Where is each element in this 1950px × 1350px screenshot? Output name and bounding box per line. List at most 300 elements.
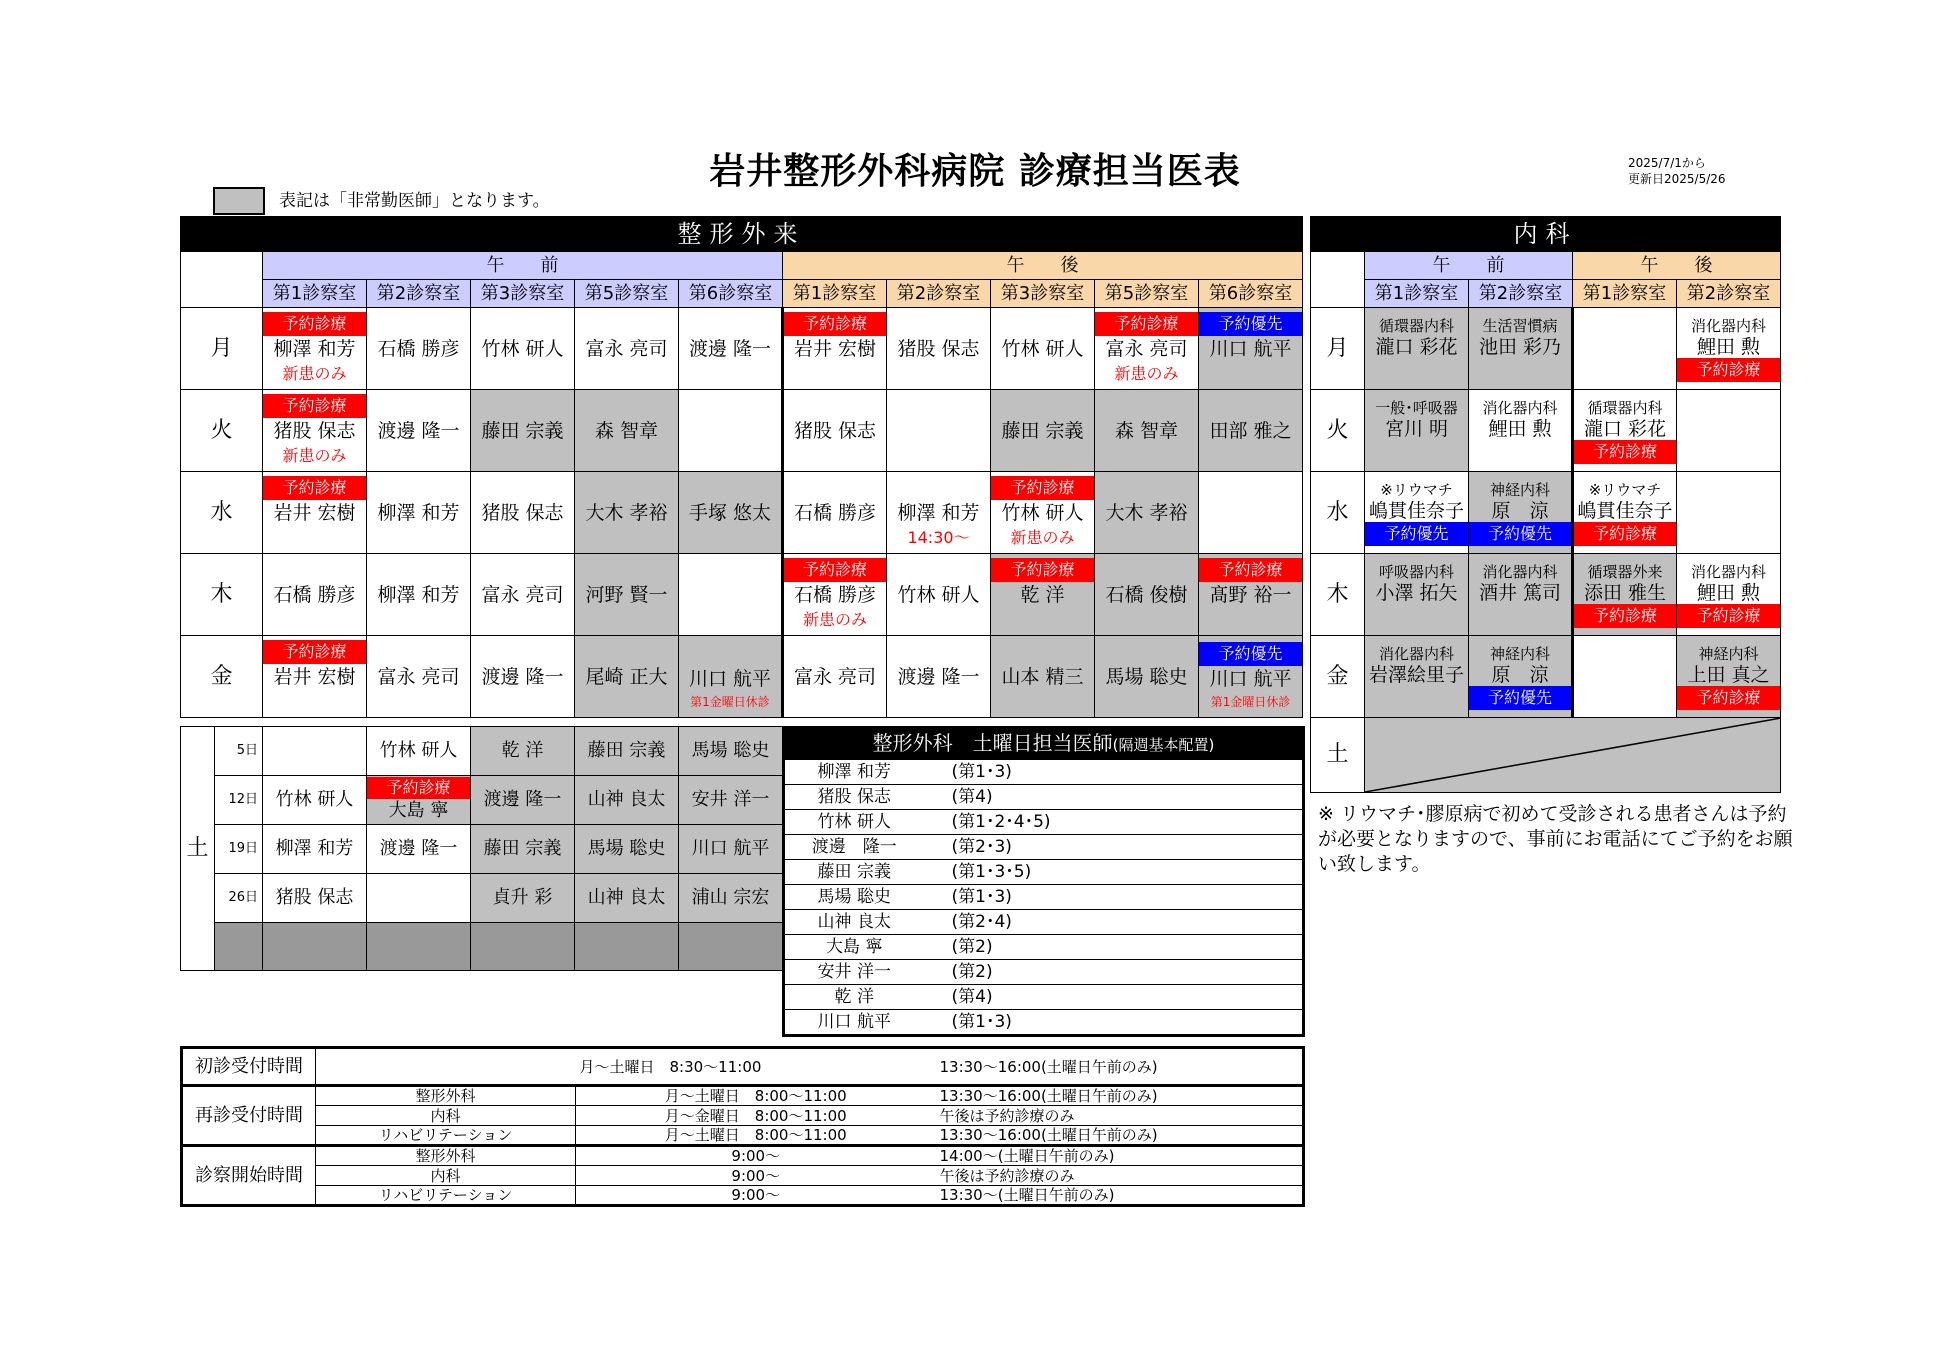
spacer [1365, 686, 1468, 710]
doctor-name: 富永 亮司 [793, 665, 877, 688]
doctor-name: 柳澤 和芳 [377, 583, 460, 606]
saturday-date: 19日 [215, 825, 263, 874]
doctor-cell [1095, 308, 1199, 390]
doctor-cell [575, 308, 679, 390]
day-label: 水 [181, 472, 263, 554]
spacer [887, 690, 990, 714]
spacer [471, 362, 574, 386]
doctor-name: 川口 航平 [688, 667, 772, 690]
times-row [182, 1106, 1304, 1126]
priority-badge: 予約優先 [1469, 686, 1571, 710]
duty-row [784, 885, 1304, 910]
spacer [367, 312, 470, 336]
doctor-name: 竹林 研人 [275, 789, 354, 810]
doctor-name: 石橋 勝彦 [377, 337, 460, 360]
spacer [679, 431, 781, 455]
times-pm: 13:30～(土曜日午前のみ) [936, 1186, 1304, 1206]
spacer [679, 476, 781, 500]
doctor-name: 渡邊 隆一 [379, 838, 458, 859]
duty-weeks: (第4) [924, 985, 1304, 1010]
doctor-cell [679, 776, 783, 825]
doctor-name: 瀧口 彩花 [1583, 417, 1667, 440]
times-row [182, 1126, 1304, 1146]
spacer [575, 394, 678, 418]
cell-note: 新患のみ [282, 363, 347, 383]
legend-gray-swatch [213, 187, 265, 215]
doctor-cell [887, 390, 991, 472]
spacer [1095, 526, 1198, 550]
duty-row [784, 835, 1304, 860]
doctor-name: 富永 亮司 [481, 583, 564, 606]
spacer [679, 571, 781, 595]
priority-badge: 予約優先 [1199, 642, 1302, 666]
reservation-badge: 予約診療 [784, 312, 886, 336]
cell-note: 新患のみ [802, 609, 867, 629]
saturday-row [181, 825, 783, 874]
doctor-name: 原 涼 [1491, 663, 1549, 686]
reservation-badge: 予約診療 [1095, 312, 1198, 336]
doctor-cell [367, 472, 471, 554]
seikei-header: 整形外来 [181, 217, 1303, 252]
doctor-name: 髙野 裕一 [1209, 583, 1292, 606]
spacer [784, 444, 886, 468]
doctor-name: 竹林 研人 [1001, 501, 1084, 524]
spacer [575, 690, 678, 714]
doctor-name: 川口 航平 [1209, 337, 1292, 360]
times-am: 9:00～ [576, 1186, 936, 1206]
spacer [367, 608, 470, 632]
doctor-cell [263, 825, 367, 874]
spacer [784, 362, 886, 386]
doctor-cell [991, 308, 1095, 390]
doctor-cell [1095, 636, 1199, 718]
spacer [679, 642, 781, 666]
spacer [367, 476, 470, 500]
doctor-name: 岩井 宏樹 [793, 337, 877, 360]
spacer [575, 608, 678, 632]
naika-corner-cell [1311, 252, 1365, 308]
doctor-cell [367, 554, 471, 636]
doctor-cell [575, 874, 679, 923]
doctor-cell [679, 825, 783, 874]
doctor-cell [679, 390, 783, 472]
doctor-cell [471, 472, 575, 554]
times-am: 月～土曜日 8:00～11:00 [576, 1126, 936, 1146]
room-header-am-3: 第3診察室 [471, 280, 575, 308]
spacer [1095, 394, 1198, 418]
times-pm: 午後は予約診療のみ [936, 1166, 1304, 1186]
doctor-cell [471, 825, 575, 874]
doctor-name: 酒井 篤司 [1478, 581, 1562, 604]
duty-doctor-name: 柳澤 和芳 [784, 760, 924, 785]
doctor-cell [1095, 472, 1199, 554]
saturday-duty-title-text: 整形外科 土曜日担当医師 [872, 731, 1113, 755]
doctor-name: 柳澤 和芳 [897, 501, 980, 524]
spacer [575, 640, 678, 664]
room-header-pm-1: 第1診察室 [783, 280, 887, 308]
department-label: 消化器内科 [1690, 316, 1766, 335]
spacer [1095, 476, 1198, 500]
doctor-name: 浦山 宗宏 [691, 887, 770, 908]
doctor-cell [263, 727, 367, 776]
naika-doctor-cell [1469, 472, 1573, 554]
spacer [887, 640, 990, 664]
doctor-name: 嶋貫佳奈子 [1368, 499, 1464, 522]
room-header-pm-2: 第2診察室 [887, 280, 991, 308]
effective-from: 2025/7/1から [1628, 156, 1706, 170]
spacer [991, 690, 1094, 714]
cell-note: 新患のみ [1010, 527, 1075, 547]
day-label: 月 [181, 308, 263, 390]
duty-weeks: (第1･3) [924, 760, 1304, 785]
rheumatology-note: ※ リウマチ･膠原病で初めて受診される患者さんは予約が必要となりますので、事前にお電話にてご予約をお願い致します。 [1318, 803, 1793, 875]
duty-row [784, 810, 1304, 835]
doctor-name: 竹林 研人 [897, 583, 980, 606]
reception-times-table [180, 1046, 1305, 1207]
spacer [1095, 558, 1198, 582]
page-title: 岩井整形外科病院 診療担当医表 [709, 151, 1241, 192]
doctor-name: 宮川 明 [1384, 417, 1449, 440]
times-row [182, 1166, 1304, 1186]
doctor-name: 藤田 宗義 [481, 419, 564, 442]
doctor-cell [679, 727, 783, 776]
doctor-name: 大木 孝裕 [1105, 501, 1188, 524]
doctor-name: 鯉田 勲 [1696, 335, 1761, 358]
duty-row [784, 785, 1304, 810]
spacer [991, 640, 1094, 664]
doctor-name: 岩井 宏樹 [273, 501, 356, 524]
naika-room-header-pm-2: 第2診察室 [1677, 280, 1781, 308]
doctor-cell [471, 874, 575, 923]
duty-doctor-name: 猪股 保志 [784, 785, 924, 810]
naika-row [1311, 472, 1781, 554]
department-label: 循環器外来 [1587, 562, 1663, 581]
times-pm: 13:30～16:00(土曜日午前のみ) [936, 1086, 1304, 1106]
times-am: 月～土曜日 8:00～11:00 [576, 1086, 936, 1106]
spacer [471, 558, 574, 582]
spacer [1095, 640, 1198, 664]
naika-doctor-cell [1469, 390, 1573, 472]
doctor-name: 川口 航平 [1209, 667, 1292, 690]
doctor-name: 藤田 宗義 [1001, 419, 1084, 442]
reservation-badge: 予約診療 [1677, 604, 1780, 628]
spacer [367, 640, 470, 664]
doctor-name: 石橋 勝彦 [793, 583, 877, 606]
spacer [784, 394, 886, 418]
department-label: 循環器内科 [1378, 316, 1454, 335]
spacer [784, 640, 886, 664]
doctor-cell [887, 636, 991, 718]
reservation-badge: 予約診療 [263, 394, 366, 418]
priority-badge: 予約優先 [1469, 522, 1571, 546]
empty-cell [471, 923, 575, 971]
schedule-row [181, 554, 1303, 636]
doctor-cell [679, 472, 783, 554]
doctor-cell [991, 472, 1095, 554]
doctor-name: 上田 真之 [1687, 663, 1770, 686]
effective-dates [1628, 155, 1726, 187]
doctor-cell [367, 825, 471, 874]
doctor-cell [887, 472, 991, 554]
doctor-name: 山神 良太 [587, 887, 666, 908]
doctor-name: 山神 良太 [587, 789, 666, 810]
reservation-badge: 予約診療 [1677, 686, 1780, 710]
doctor-name: 池田 彩乃 [1478, 335, 1562, 358]
doctor-cell [1095, 390, 1199, 472]
doctor-cell [471, 636, 575, 718]
doctor-cell [1199, 636, 1303, 718]
naika-sat-closed [1365, 718, 1781, 793]
spacer [471, 476, 574, 500]
times-am: 9:00～ [576, 1146, 936, 1166]
doctor-name: 猪股 保志 [793, 419, 877, 442]
spacer [1199, 489, 1302, 513]
doctor-cell [263, 554, 367, 636]
spacer [887, 608, 990, 632]
doctor-cell [887, 308, 991, 390]
duty-doctor-name: 安井 洋一 [784, 960, 924, 985]
spacer [991, 312, 1094, 336]
doctor-cell [471, 776, 575, 825]
department-label: 生活習慣病 [1482, 316, 1558, 335]
spacer [1365, 604, 1468, 628]
spacer [367, 444, 470, 468]
shoshin-am: 月～土曜日 8:30～11:00 [576, 1048, 936, 1086]
duty-doctor-name: 渡邊 隆一 [784, 835, 924, 860]
reservation-badge: 予約診療 [1574, 522, 1676, 546]
day-label: 水 [1311, 472, 1365, 554]
doctor-name: 渡邊 隆一 [897, 665, 980, 688]
doctor-cell [263, 390, 367, 472]
schedule-row [181, 390, 1303, 472]
spacer [991, 394, 1094, 418]
naika-row [1311, 308, 1781, 390]
spacer [887, 312, 990, 336]
doctor-cell [783, 390, 887, 472]
doctor-cell [1199, 554, 1303, 636]
naika-doctor-cell [1573, 636, 1677, 718]
doctor-name: 嶋貫佳奈子 [1577, 499, 1673, 522]
saturday-date: 12日 [215, 776, 263, 825]
legend [213, 186, 550, 215]
spacer [263, 526, 366, 550]
spacer [1095, 608, 1198, 632]
times-pm: 14:00～(土曜日午前のみ) [936, 1146, 1304, 1166]
doctor-name: 柳澤 和芳 [275, 838, 354, 859]
department-label: 神経内科 [1489, 644, 1550, 663]
spacer [471, 526, 574, 550]
naika-header: 内科 [1311, 217, 1781, 252]
doctor-name: 手塚 悠太 [688, 501, 772, 524]
department-label: ※リウマチ [1588, 480, 1662, 499]
seikei-schedule-table [180, 216, 1303, 718]
spacer [991, 608, 1094, 632]
naika-doctor-cell [1677, 472, 1781, 554]
doctor-name: 富永 亮司 [377, 665, 460, 688]
day-label: 火 [1311, 390, 1365, 472]
spacer [1469, 440, 1571, 464]
naika-doctor-cell [1365, 390, 1469, 472]
seikei-pm-label: 午 後 [783, 252, 1303, 280]
duty-row [784, 935, 1304, 960]
doctor-name: 岩澤絵里子 [1368, 663, 1464, 686]
doctor-name: 鯉田 勲 [1696, 581, 1761, 604]
doctor-name: 石橋 俊樹 [1105, 583, 1188, 606]
department-label: 一般･呼吸器 [1375, 398, 1458, 417]
doctor-cell [575, 636, 679, 718]
doctor-name: 猪股 保志 [275, 887, 354, 908]
doctor-cell [263, 776, 367, 825]
spacer [1365, 358, 1468, 382]
spacer [887, 476, 990, 500]
spacer [1095, 690, 1198, 714]
doctor-cell [471, 554, 575, 636]
naika-doctor-cell [1365, 636, 1469, 718]
day-label: 金 [1311, 636, 1365, 718]
doctor-cell [263, 472, 367, 554]
room-header-pm-5: 第6診察室 [1199, 280, 1303, 308]
shoshin-spacer [316, 1048, 576, 1086]
doctor-cell [263, 308, 367, 390]
cell-note: 新患のみ [1114, 363, 1179, 383]
naika-day-sat: 土 [1311, 718, 1365, 793]
department-label: 神経内科 [1489, 480, 1550, 499]
schedule-row [181, 636, 1303, 718]
legend-text: 表記は「非常勤医師」となります。 [279, 191, 550, 211]
spacer [471, 394, 574, 418]
day-label: 金 [181, 636, 263, 718]
day-label: 月 [1311, 308, 1365, 390]
doctor-cell [471, 308, 575, 390]
doctor-cell [679, 636, 783, 718]
naika-doctor-cell [1365, 554, 1469, 636]
doctor-name: 竹林 研人 [481, 337, 564, 360]
doctor-cell [1199, 472, 1303, 554]
times-dept: 内科 [316, 1166, 576, 1186]
empty-cell [679, 923, 783, 971]
doctor-cell [679, 554, 783, 636]
room-header-pm-3: 第3診察室 [991, 280, 1095, 308]
spacer [1199, 394, 1302, 418]
spacer [1365, 440, 1468, 464]
spacer [263, 690, 366, 714]
reservation-badge: 予約診療 [263, 312, 366, 336]
doctor-cell [991, 636, 1095, 718]
duty-doctor-name: 川口 航平 [784, 1010, 924, 1036]
times-am: 9:00～ [576, 1166, 936, 1186]
spacer [991, 444, 1094, 468]
doctor-name: 森 智章 [1114, 419, 1179, 442]
empty-cell [215, 923, 263, 971]
reservation-badge: 予約診療 [263, 476, 366, 500]
doctor-name: 渡邊 隆一 [481, 665, 564, 688]
saturday-duty-list [782, 726, 1305, 1037]
naika-doctor-cell [1365, 472, 1469, 554]
shoshin-label: 初診受付時間 [182, 1048, 316, 1086]
times-row [182, 1086, 1304, 1106]
saturday-row [181, 776, 783, 825]
spacer [367, 558, 470, 582]
doctor-name: 小澤 拓矢 [1375, 581, 1458, 604]
doctor-name: 石橋 勝彦 [273, 583, 356, 606]
diagonal-line-icon [1365, 718, 1781, 792]
spacer [887, 362, 990, 386]
cell-note: 14:30～ [907, 527, 970, 547]
times-row [182, 1186, 1304, 1206]
spacer [471, 690, 574, 714]
saturday-row-empty [181, 923, 783, 971]
doctor-cell [991, 390, 1095, 472]
spacer [575, 476, 678, 500]
spacer [679, 526, 781, 550]
naika-room-header-am-1: 第1診察室 [1365, 280, 1469, 308]
naika-doctor-cell [1573, 308, 1677, 390]
doctor-name: 岩井 宏樹 [273, 665, 356, 688]
department-label: 神経内科 [1698, 644, 1759, 663]
doctor-cell [575, 472, 679, 554]
duty-row [784, 985, 1304, 1010]
duty-weeks: (第1･3) [924, 885, 1304, 910]
naika-doctor-cell [1469, 308, 1573, 390]
times-row [182, 1146, 1304, 1166]
spacer [471, 444, 574, 468]
spacer [679, 595, 781, 619]
doctor-name: 猪股 保志 [273, 419, 356, 442]
shoshin-pm: 13:30～16:00(土曜日午前のみ) [936, 1048, 1304, 1086]
doctor-name: 柳澤 和芳 [273, 337, 356, 360]
doctor-cell [471, 390, 575, 472]
doctor-cell [367, 390, 471, 472]
doctor-name: 安井 洋一 [691, 789, 770, 810]
naika-row [1311, 390, 1781, 472]
spacer [887, 558, 990, 582]
spacer [991, 362, 1094, 386]
duty-doctor-name: 竹林 研人 [784, 810, 924, 835]
spacer [471, 608, 574, 632]
duty-weeks: (第1･2･4･5) [924, 810, 1304, 835]
seikei-saturday-table [180, 726, 783, 971]
duty-weeks: (第1･3) [924, 1010, 1304, 1036]
saturday-date: 5日 [215, 727, 263, 776]
doctor-cell [575, 825, 679, 874]
naika-doctor-cell [1469, 554, 1573, 636]
cell-note: 新患のみ [282, 445, 347, 465]
spacer [1199, 362, 1302, 386]
doctor-cell [367, 727, 471, 776]
doctor-cell [679, 874, 783, 923]
duty-doctor-name: 大島 寧 [784, 935, 924, 960]
doctor-name: 川口 航平 [691, 838, 770, 859]
day-label-sat: 土 [181, 727, 215, 971]
department-label: 消化器内科 [1690, 562, 1766, 581]
doctor-name: 柳澤 和芳 [377, 501, 460, 524]
spacer [263, 558, 366, 582]
spacer [367, 690, 470, 714]
department-label: 消化器内科 [1482, 398, 1558, 417]
priority-badge: 予約優先 [1365, 522, 1468, 546]
department-label: 呼吸器内科 [1378, 562, 1454, 581]
schedule-row [181, 308, 1303, 390]
doctor-name: 大島 寧 [388, 800, 449, 821]
duty-row [784, 860, 1304, 885]
doctor-name: 石橋 勝彦 [793, 501, 877, 524]
doctor-name: 河野 賢一 [585, 583, 668, 606]
spacer [1469, 604, 1571, 628]
naika-doctor-cell [1677, 636, 1781, 718]
doctor-name: 藤田 宗義 [587, 740, 666, 761]
doctor-cell [367, 874, 471, 923]
reservation-badge: 予約診療 [263, 640, 366, 664]
